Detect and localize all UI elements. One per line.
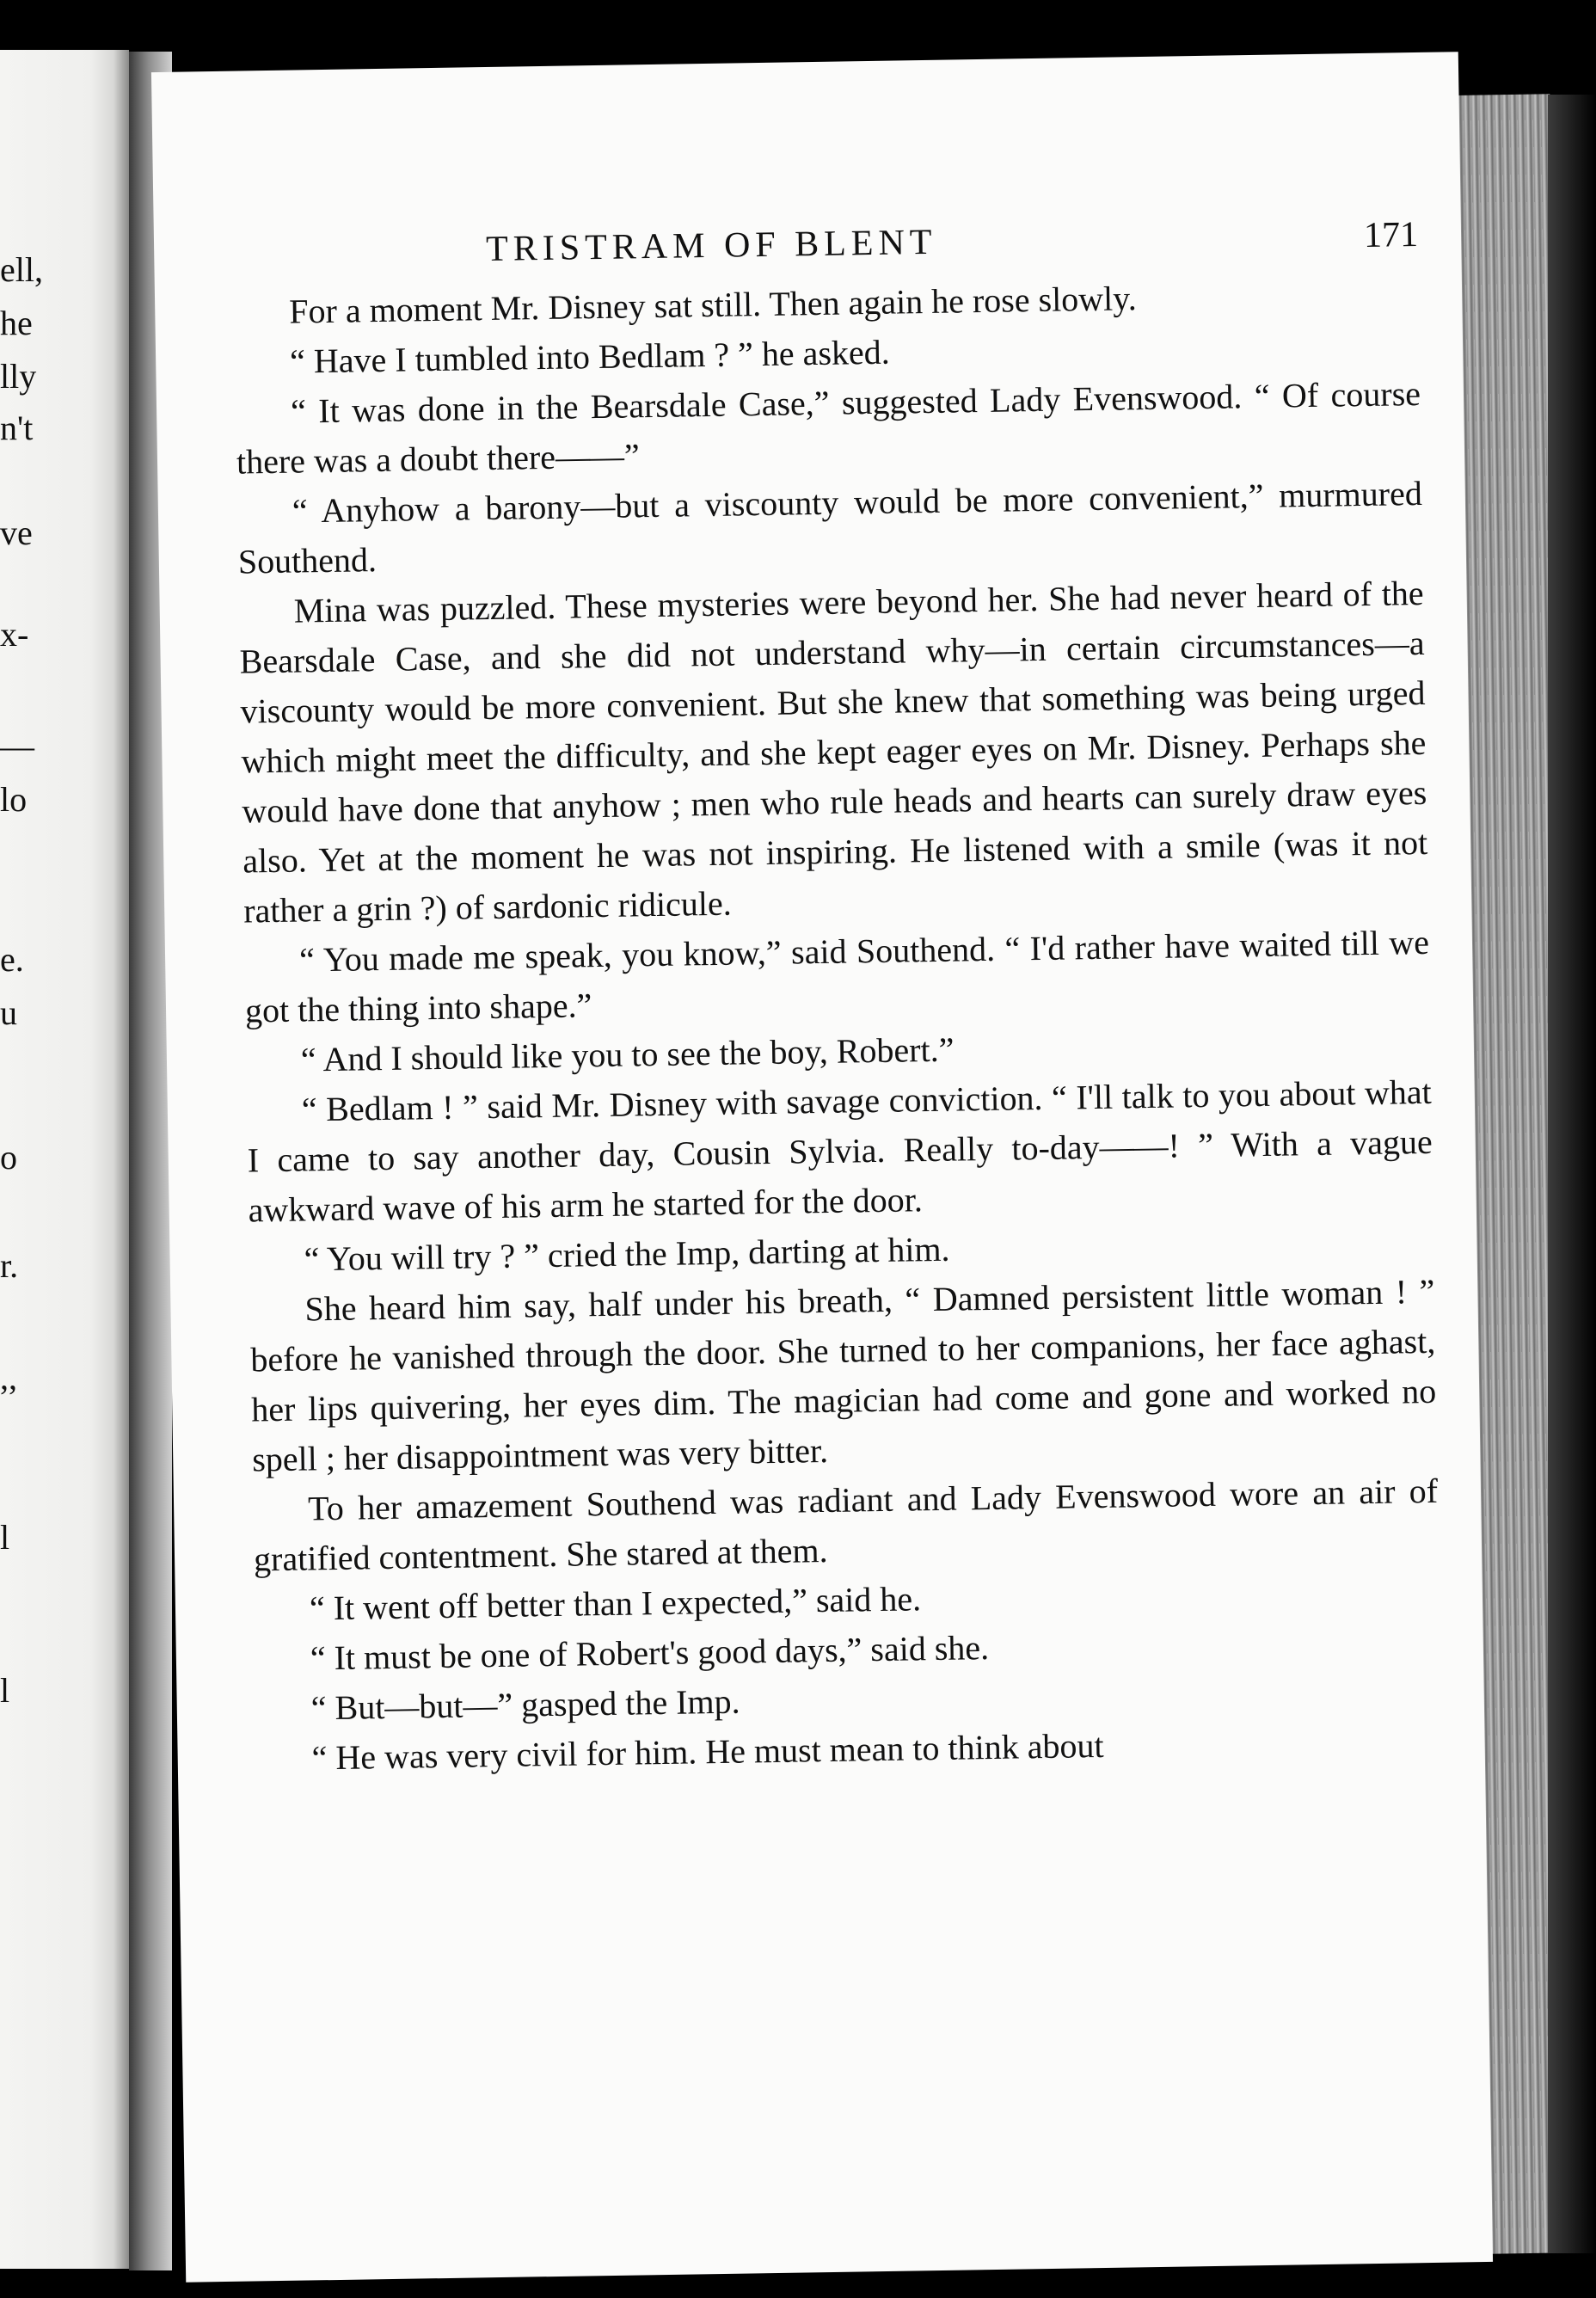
paragraph: “ It was done in the Bearsdale Case,” suggested Lady Evenswood. “ Of course there was a doubt there——” [236,373,1421,482]
paragraph: “ It went off better than I expected,” said he. [309,1579,922,1628]
paragraph: Mina was puzzled. These mysteries were beyond her. She had never heard of the Bearsdale Case, and she did not understand why—in certain circumstances—a viscounty would be more convenient. But she knew that something was being urged which might meet the difficulty, and she kept eager eyes on Mr. Disney. Perhaps she would have done that anyhow ; men who rule heads and hearts can surely draw eyes also. Yet at the moment he was not inspiring. He listened with a smile (was it not rather a grin ?) of sardonic ridicule. [239,573,1428,931]
left-page-fragment: ,, [0,1358,17,1397]
left-facing-page [0,50,129,2269]
left-page-fragment: o [0,1138,17,1177]
paragraph: “ Anyhow a barony—but a viscounty would be more convenient,” murmured Southend. [237,473,1423,581]
paragraph: “ You made me speak, you know,” said Southend. “ I'd rather have waited till we got the thing into shape.” [244,922,1430,1030]
left-page-fragment: lly [0,357,37,396]
paragraph: “ He was very civil for him. He must mean to think about [311,1725,1104,1778]
left-page-fragment: e. [0,940,24,979]
left-page-fragment: x- [0,615,29,654]
left-page-fragment: ve [0,513,33,552]
left-page-fragment: l [0,1671,10,1710]
left-page-fragment: ell, [0,250,43,289]
body-text [234,269,1442,1784]
left-page-fragment: r. [0,1246,19,1285]
paragraph: To her amazement Southend was radiant and Lady Evenswood wore an air of gratified contentment. She stared at them. [253,1471,1439,1579]
paragraph: “ But—but—” gasped the Imp. [310,1681,740,1728]
page-edges-shadow [1548,95,1596,2253]
paragraph: “ And I should like you to see the boy, Robert.” [300,1029,955,1079]
left-page-fragment: n't [0,409,34,447]
paragraph: “ Have I tumbled into Bedlam ? ” he asked. [289,332,891,381]
left-page-fragment: he [0,304,33,342]
left-page-fragment: u [0,993,17,1032]
left-page-fragment: — [0,727,34,765]
paragraph: She heard him say, half under his breath, “ Damned persistent little woman ! ” before he vanished through the door. She turned to her companions, her face aghast, her lips quivering, her eyes dim. The magician had come and gone and worked no spell ; her disappointment was very bitter. [250,1271,1437,1479]
running-title: TRISTRAM OF BLENT [485,222,937,270]
book-page [151,52,1493,2283]
paragraph: “ You will try ? ” cried the Imp, darting at him. [304,1229,950,1279]
paragraph: “ Bedlam ! ” said Mr. Disney with savage conviction. “ I'll talk to you about what I came to say another day, Cousin Sylvia. Really to-day——! ” With a vague awkward wave of his arm he started for the door. [247,1072,1433,1230]
left-page-fragment: l [0,1518,10,1557]
page-number: 171 [1363,214,1419,255]
paragraph: For a moment Mr. Disney sat still. Then again he rose slowly. [288,279,1137,331]
left-page-fragment: lo [0,780,28,819]
paragraph: “ It must be one of Robert's good days,” said she. [310,1628,990,1678]
